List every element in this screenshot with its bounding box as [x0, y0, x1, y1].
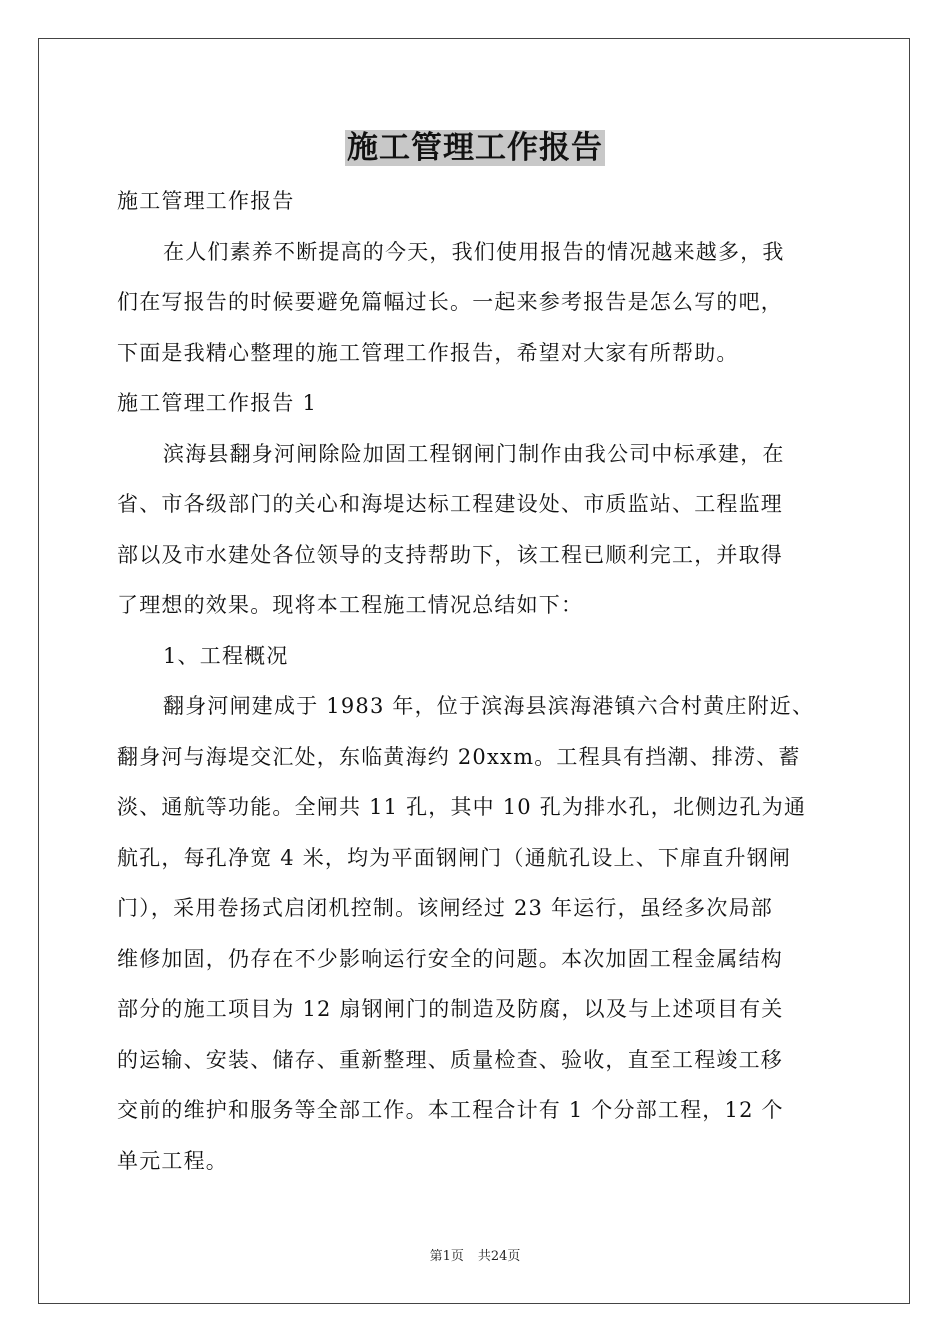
text-line: 的运输、安装、储存、重新整理、质量检查、验收，直至工程竣工移: [117, 1047, 783, 1072]
text-line: 了理想的效果。现将本工程施工情况总结如下：: [117, 593, 584, 617]
text-line: 们在写报告的时候要避免篇幅过长。一起来参考报告是怎么写的吧，: [117, 290, 783, 314]
page-number: 第1页: [429, 1249, 464, 1264]
text-line: 淡、通航等功能。全闸共 11 孔，其中 10 孔为排水孔，北侧边孔为通: [117, 795, 807, 819]
text-line: 航孔，每孔净宽 4 米，均为平面钢闸门（通航孔设上、下扉直升钢闸: [117, 845, 792, 870]
page-footer: [0, 1248, 950, 1266]
text-line: 施工管理工作报告: [117, 189, 295, 213]
text-line: 维修加固，仍存在不少影响运行安全的问题。本次加固工程金属结构: [117, 946, 783, 971]
page-total: 共24页: [477, 1249, 521, 1264]
text-line: 部分的施工项目为 12 扇钢闸门的制造及防腐，以及与上述项目有关: [117, 997, 784, 1021]
document-title-text: 施工管理工作报告: [347, 130, 603, 166]
text-line: 滨海县翻身河闸除险加固工程钢闸门制作由我公司中标承建，在: [163, 441, 785, 466]
text-line: 施工管理工作报告 1: [117, 391, 318, 415]
text-line: 单元工程。: [117, 1148, 228, 1173]
text-line: 下面是我精心整理的施工管理工作报告，希望对大家有所帮助。: [117, 340, 739, 365]
text-line: 门），采用卷扬式启闭机控制。该闸经过 23 年运行，虽经多次局部: [117, 896, 773, 920]
text-line: 翻身河闸建成于 1983 年，位于滨海县滨海港镇六合村黄庄附近、: [163, 694, 815, 718]
text-line: 翻身河与海堤交汇处，东临黄海约 20xxm。工程具有挡潮、排涝、蓄: [117, 744, 801, 769]
text-line: 省、市各级部门的关心和海堤达标工程建设处、市质监站、工程监理: [117, 492, 783, 516]
text-line: 在人们素养不断提高的今天，我们使用报告的情况越来越多，我: [163, 239, 785, 264]
text-line: 1、工程概况: [163, 643, 289, 668]
document-body: [117, 176, 835, 1186]
document-title: [0, 126, 950, 170]
text-line: 部以及市水建处各位领导的支持帮助下，该工程已顺利完工，并取得: [117, 542, 783, 567]
text-line: 交前的维护和服务等全部工作。本工程合计有 1 个分部工程，12 个: [117, 1098, 784, 1122]
